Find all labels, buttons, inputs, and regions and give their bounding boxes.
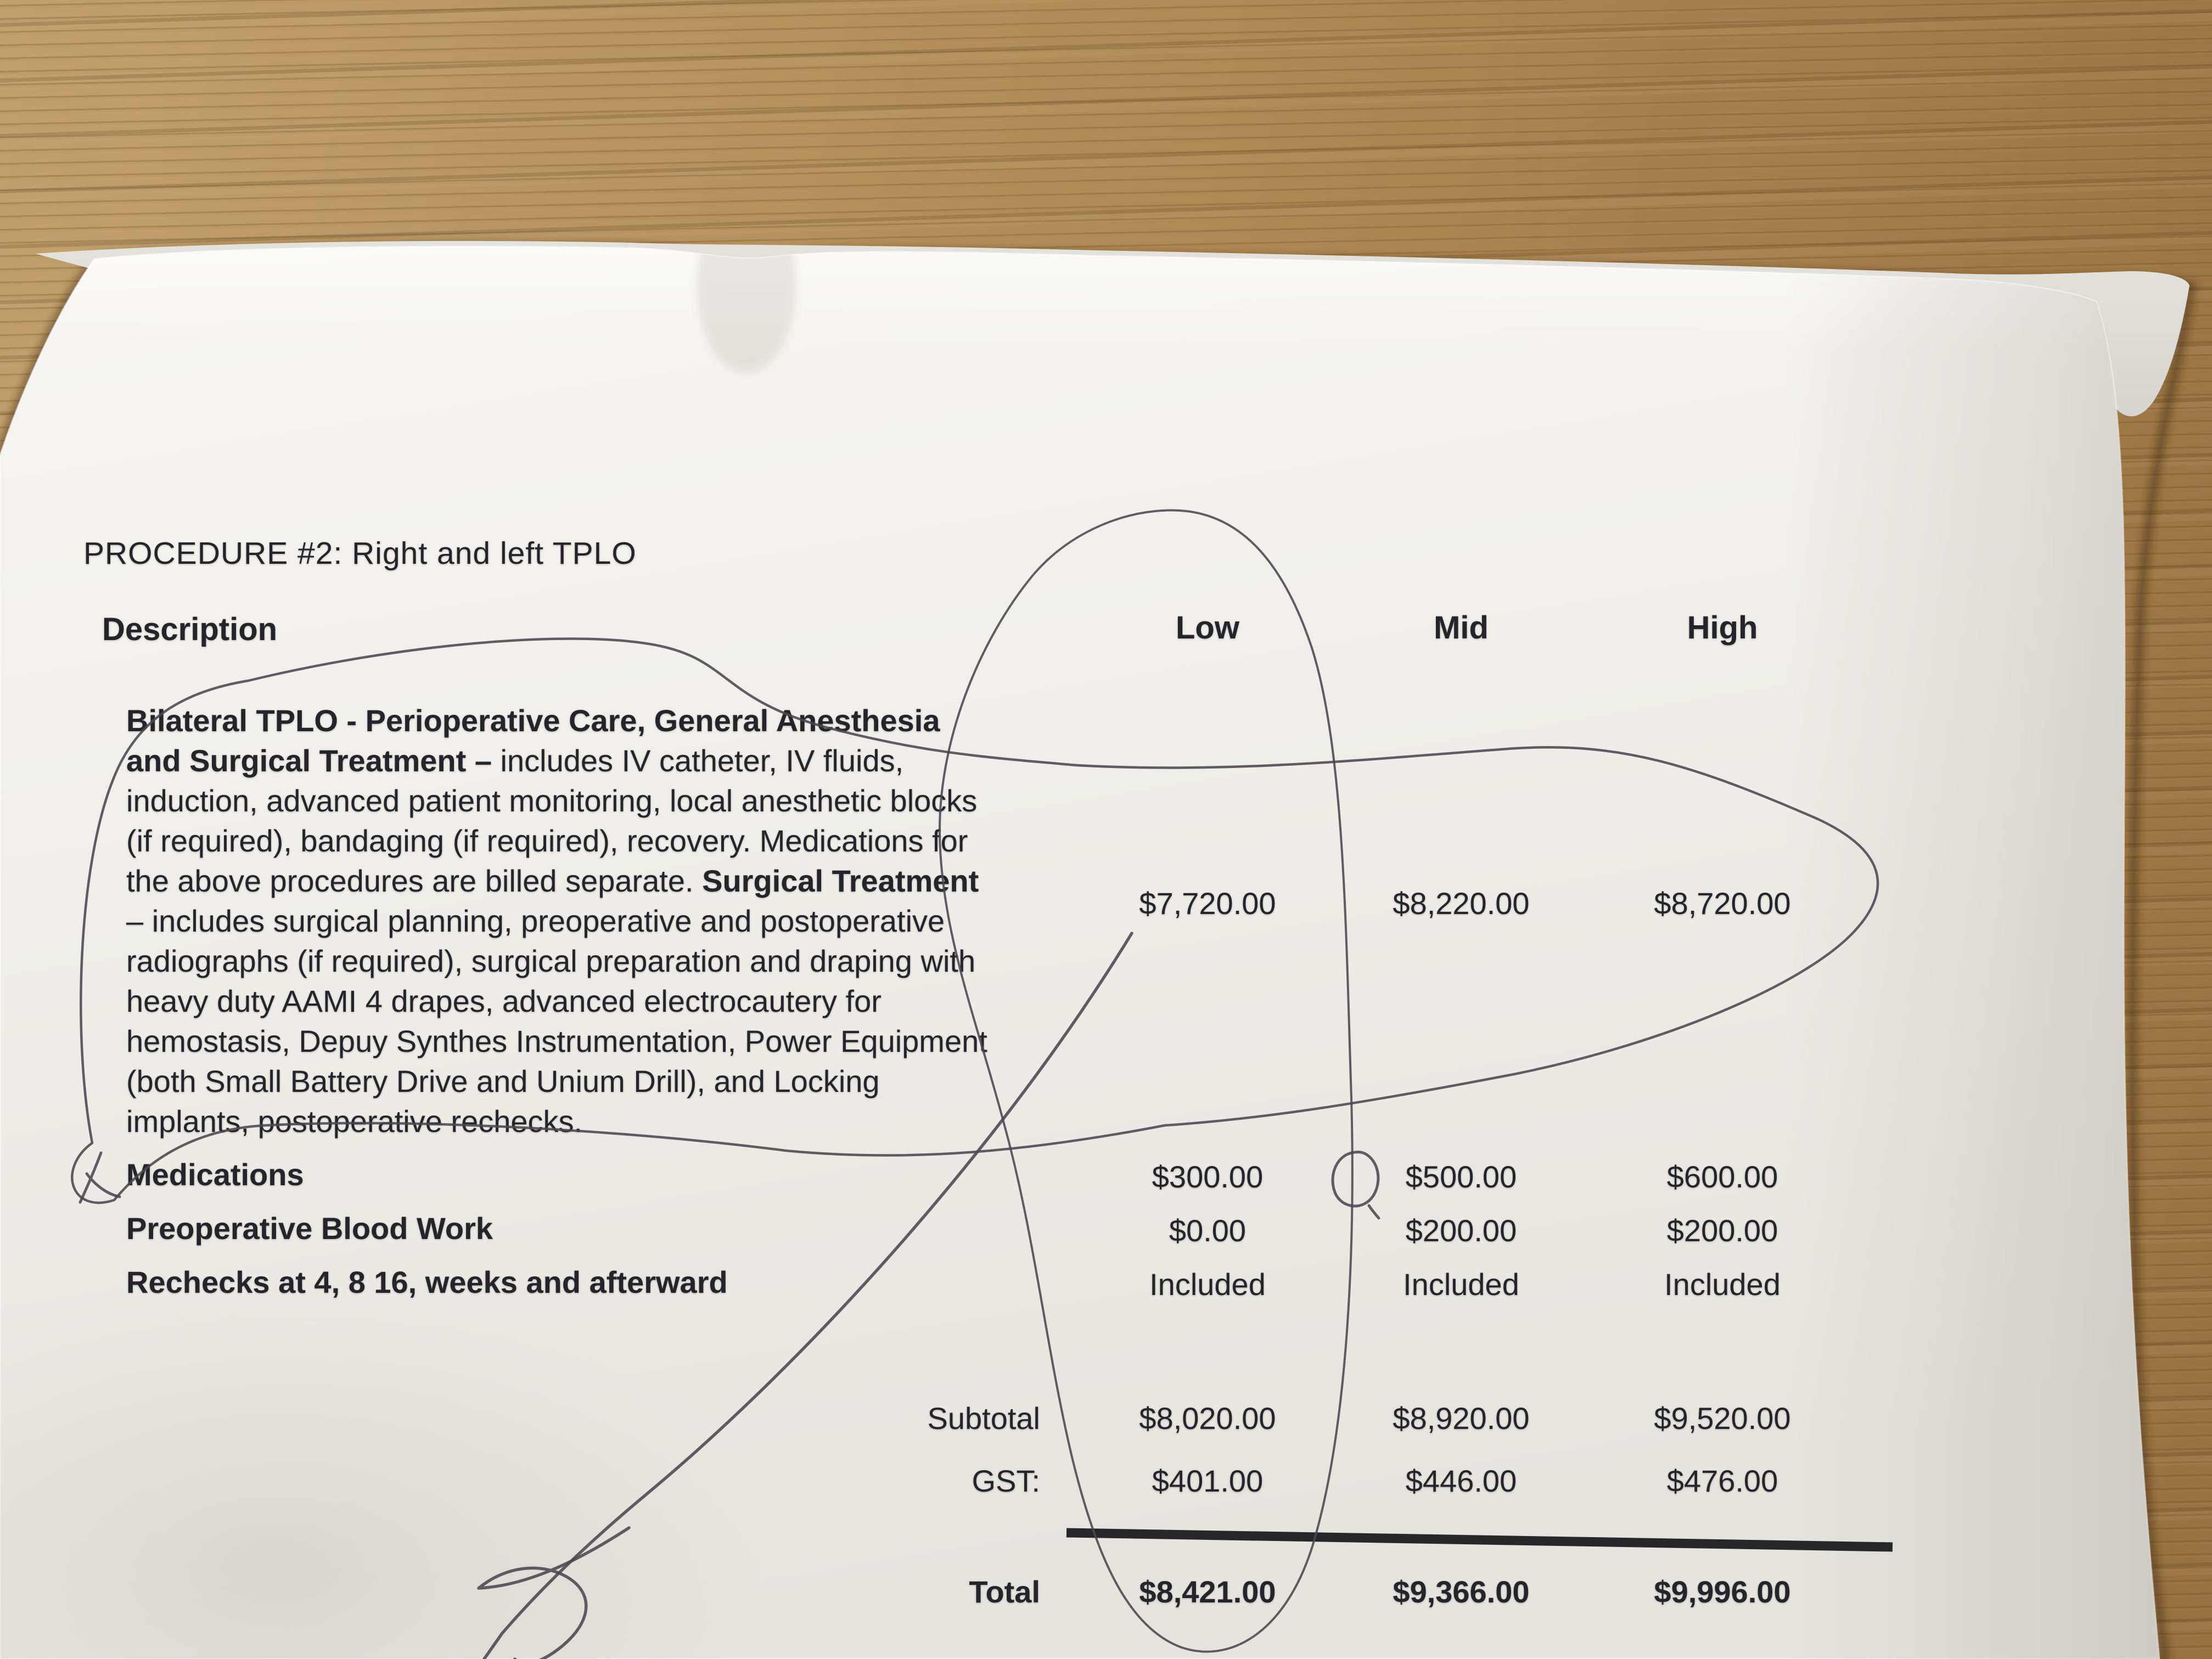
description-text: includes IV catheter, IV fluids, <box>500 743 904 778</box>
description-text: – includes surgical planning, preoperative and postoperative <box>126 904 945 938</box>
total-separator-rule <box>1066 1533 1893 1547</box>
description-bold-text: and Surgical Treatment – <box>126 743 501 778</box>
item-value-high: $600.00 <box>1666 1159 1778 1194</box>
description-text: (if required), bandaging (if required), recovery. Medications for <box>126 823 968 858</box>
item-value-mid: $200.00 <box>1405 1213 1517 1248</box>
description-text: heavy duty AAMI 4 drapes, advanced electrocautery for <box>126 984 882 1018</box>
description-line <box>126 941 1103 981</box>
description-text: hemostasis, Depuy Synthes Instrumentation, Power Equipment <box>126 1024 987 1058</box>
procedure-fee-high: $8,720.00 <box>1654 886 1791 921</box>
item-value-high: Included <box>1664 1267 1781 1302</box>
total-value-mid: $9,366.00 <box>1393 1574 1530 1609</box>
description-line <box>126 901 1103 941</box>
description-line <box>126 861 1103 901</box>
description-column-header: Description <box>102 612 278 647</box>
item-value-low: $300.00 <box>1152 1159 1264 1194</box>
item-label: Preoperative Blood Work <box>126 1211 493 1246</box>
item-value-mid: $500.00 <box>1405 1159 1517 1194</box>
description-text: the above procedures are billed separate. <box>126 864 703 898</box>
procedure-description <box>126 700 1103 1141</box>
summary-value-low: $401.00 <box>1152 1464 1264 1498</box>
summary-label: Subtotal <box>927 1401 1040 1436</box>
item-value-mid: Included <box>1403 1267 1519 1302</box>
page-title: PROCEDURE #2: Right and left TPLO <box>83 536 637 571</box>
column-header-high: High <box>1687 610 1758 646</box>
description-line <box>126 741 1103 781</box>
summary-value-low: $8,020.00 <box>1139 1401 1276 1436</box>
description-text: radiographs (if required), surgical preparation and draping with <box>126 944 976 978</box>
summary-label: GST: <box>972 1464 1040 1498</box>
description-line <box>126 1021 1103 1061</box>
column-header-low: Low <box>1176 610 1239 646</box>
description-line <box>126 700 1103 741</box>
description-text: implants, postoperative rechecks. <box>126 1104 583 1139</box>
total-label: Total <box>969 1574 1040 1609</box>
procedure-fee-mid: $8,220.00 <box>1393 886 1530 921</box>
item-value-low: Included <box>1149 1267 1266 1302</box>
description-line <box>126 1061 1103 1101</box>
item-value-high: $200.00 <box>1666 1213 1778 1248</box>
description-bold-text: Bilateral TPLO - Perioperative Care, General Anesthesia <box>126 703 940 738</box>
description-bold-text: Surgical Treatment <box>702 864 979 898</box>
item-label: Medications <box>126 1157 304 1192</box>
total-value-low: $8,421.00 <box>1139 1574 1276 1609</box>
description-line <box>126 1101 1103 1141</box>
summary-value-mid: $8,920.00 <box>1393 1401 1530 1436</box>
item-value-low: $0.00 <box>1169 1213 1247 1248</box>
description-text: (both Small Battery Drive and Unium Drill), and Locking <box>126 1064 880 1098</box>
item-label: Rechecks at 4, 8 16, weeks and afterward <box>126 1265 728 1299</box>
procedure-fee-low: $7,720.00 <box>1139 886 1276 921</box>
total-value-high: $9,996.00 <box>1654 1574 1791 1609</box>
column-header-mid: Mid <box>1434 610 1489 646</box>
description-line <box>126 981 1103 1021</box>
summary-value-mid: $446.00 <box>1405 1464 1517 1498</box>
description-text: induction, advanced patient monitoring, local anesthetic blocks <box>126 783 978 818</box>
summary-value-high: $476.00 <box>1666 1464 1778 1498</box>
description-line <box>126 781 1103 821</box>
description-line <box>126 821 1103 861</box>
summary-value-high: $9,520.00 <box>1654 1401 1791 1436</box>
